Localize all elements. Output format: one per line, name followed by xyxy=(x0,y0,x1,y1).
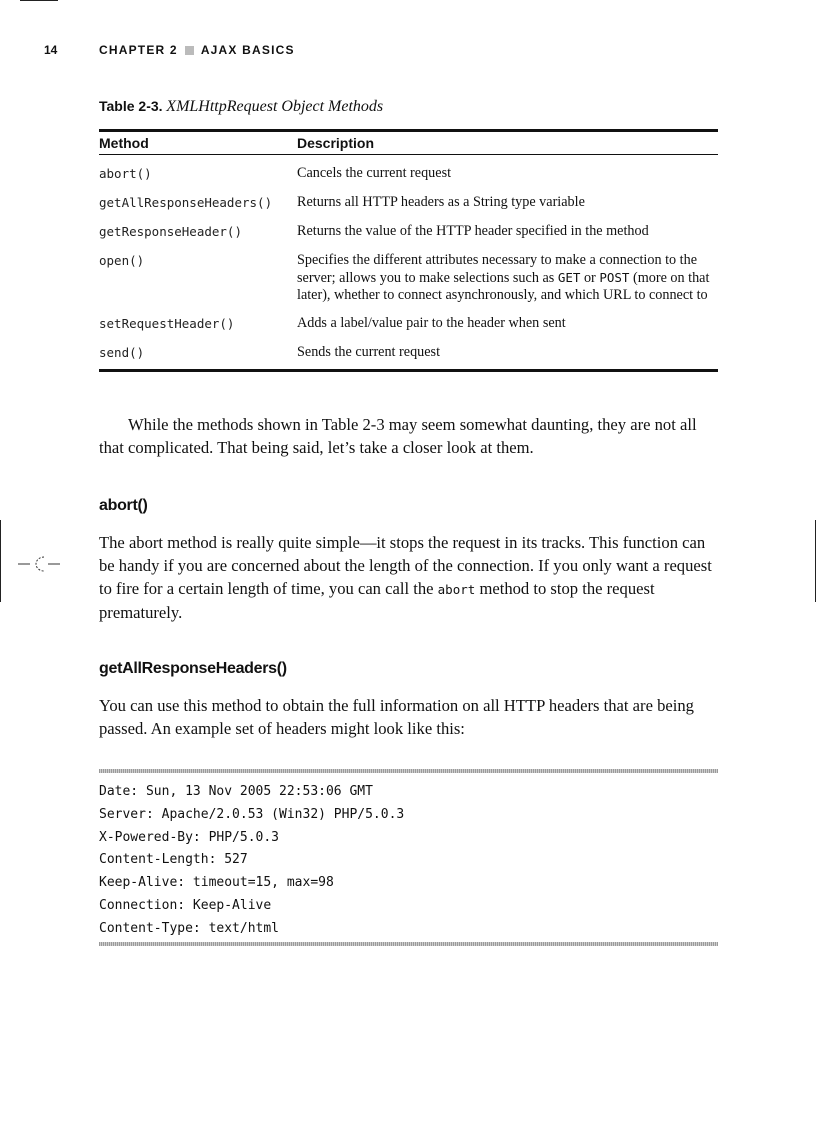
abort-paragraph: The abort method is really quite simple—it stops the request in its tracks. This function can be handy if you are concerned about the length of the connection. If you only want a request to fire for a certain length of time, you can call the abort method to stop the request prematurely. xyxy=(99,533,712,622)
table-label: Table 2-3. xyxy=(99,98,163,114)
table-row xyxy=(99,252,718,304)
description-cell: Returns the value of the HTTP header specified in the method xyxy=(297,223,649,239)
description-cell: Sends the current request xyxy=(297,344,441,360)
description-cell: Specifies the different attributes necessary to make a connection to the server; allows you to make selections such as GET or POST (more on that later), whether to connect asynchronously, and which URL to connect to xyxy=(297,252,710,303)
heading-abort: abort() xyxy=(99,497,148,514)
code-listing xyxy=(99,769,718,946)
table-row xyxy=(99,315,718,332)
code-line: Content-Type: text/html xyxy=(99,920,280,936)
code-line: Connection: Keep-Alive xyxy=(99,897,272,913)
code-line: Server: Apache/2.0.53 (Win32) PHP/5.0.3 xyxy=(99,806,405,822)
code-bottom-rule xyxy=(99,942,718,946)
headers-paragraph: You can use this method to obtain the full information on all HTTP headers that are being passed. An example set of headers might look like this: xyxy=(99,696,694,738)
running-head-title: AJAX BASICS xyxy=(200,43,295,57)
table-header-row xyxy=(99,132,718,154)
description-cell: Returns all HTTP headers as a String type variable xyxy=(297,194,585,210)
code-line: Content-Length: 527 xyxy=(99,852,248,868)
table-caption xyxy=(99,98,383,116)
inline-code: GET xyxy=(557,270,581,285)
code-line: Date: Sun, 13 Nov 2005 22:53:06 GMT xyxy=(99,784,373,799)
description-cell: Adds a label/value pair to the header when sent xyxy=(297,315,566,331)
header-method: Method xyxy=(99,135,149,151)
table-row xyxy=(99,165,718,182)
square-bullet-icon xyxy=(185,46,194,55)
method-cell: setRequestHeader() xyxy=(99,316,235,331)
heading-getallresponseheaders: getAllResponseHeaders() xyxy=(99,660,287,677)
code-line: Keep-Alive: timeout=15, max=98 xyxy=(99,875,334,891)
table-bottom-rule xyxy=(99,369,718,372)
description-cell: Cancels the current request xyxy=(297,165,452,181)
method-cell: open() xyxy=(99,253,145,268)
page-number: 14 xyxy=(44,43,58,57)
intro-paragraph: While the methods shown in Table 2-3 may seem somewhat daunting, they are not all that complicated. That being said, let’s take a closer look at them. xyxy=(99,415,697,457)
table-row xyxy=(99,194,718,211)
method-cell: abort() xyxy=(99,166,152,181)
inline-code: POST xyxy=(599,270,630,285)
crop-mark-top xyxy=(20,0,58,1)
code-lines xyxy=(99,773,718,939)
inline-code: abort xyxy=(437,582,476,597)
running-head-chapter: CHAPTER 2 xyxy=(99,43,178,57)
table-row xyxy=(99,344,718,361)
table-row xyxy=(99,223,718,240)
method-cell: send() xyxy=(99,345,145,360)
method-cell: getResponseHeader() xyxy=(99,224,242,239)
code-line: X-Powered-By: PHP/5.0.3 xyxy=(99,829,280,845)
header-description: Description xyxy=(297,135,375,151)
methods-table xyxy=(99,129,718,372)
table-header-rule xyxy=(99,154,718,155)
running-head xyxy=(99,43,295,57)
table-title: XMLHttpRequest Object Methods xyxy=(166,98,384,115)
crop-mark-left xyxy=(0,520,1,602)
method-cell: getAllResponseHeaders() xyxy=(99,195,273,210)
registration-mark-icon xyxy=(18,553,62,575)
